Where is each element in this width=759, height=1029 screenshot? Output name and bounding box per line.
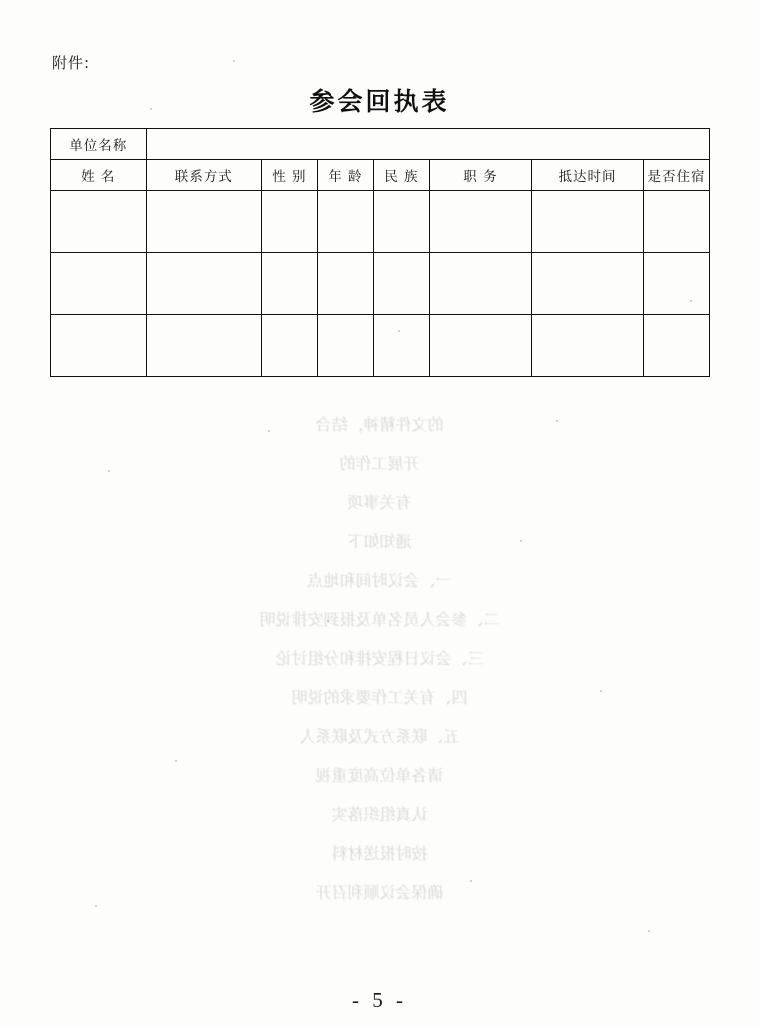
cell-age[interactable] (317, 315, 373, 377)
bleed-through-line: 认真组织落实 (331, 805, 428, 824)
cell-ethnicity[interactable] (373, 191, 429, 253)
scan-speck (233, 60, 235, 62)
scan-speck (690, 300, 692, 302)
cell-position[interactable] (429, 191, 531, 253)
bleed-through-line: 按时报送材料 (331, 844, 428, 863)
scan-speck (398, 330, 400, 332)
cell-gender[interactable] (261, 315, 317, 377)
scan-speck (108, 470, 110, 472)
column-header-name: 姓 名 (51, 160, 147, 191)
cell-contact[interactable] (146, 253, 261, 315)
scan-speck (470, 880, 472, 882)
cell-name[interactable] (51, 253, 147, 315)
cell-position[interactable] (429, 253, 531, 315)
column-header-gender: 性 别 (261, 160, 317, 191)
bleed-through-line: 有关事项 (347, 493, 412, 512)
cell-contact[interactable] (146, 315, 261, 377)
unit-name-label: 单位名称 (51, 129, 147, 160)
bleed-through-line: 的文件精神，结合 (315, 415, 444, 434)
scan-speck (327, 620, 329, 622)
bleed-through-line: 开展工作的 (339, 454, 420, 473)
column-header-age: 年 龄 (317, 160, 373, 191)
scan-speck (175, 760, 177, 762)
attachment-label: 附件: (52, 54, 91, 72)
column-header-arrival-time: 抵达时间 (532, 160, 644, 191)
column-header-position: 职 务 (429, 160, 531, 191)
cell-name[interactable] (51, 315, 147, 377)
bleed-through-line: 三、会议日程安排和分组讨论 (275, 649, 484, 668)
receipt-table-container (50, 128, 710, 377)
unit-name-row (51, 129, 710, 160)
bleed-through-line: 五、联系方式及联系人 (299, 727, 460, 746)
cell-age[interactable] (317, 191, 373, 253)
scan-speck (600, 690, 602, 692)
cell-ethnicity[interactable] (373, 315, 429, 377)
unit-name-field[interactable] (146, 129, 709, 160)
bleed-through-text (0, 405, 759, 912)
table-row (51, 191, 710, 253)
bleed-through-line: 请各单位高度重视 (315, 766, 444, 785)
cell-position[interactable] (429, 315, 531, 377)
cell-contact[interactable] (146, 191, 261, 253)
column-header-contact: 联系方式 (146, 160, 261, 191)
receipt-table (50, 128, 710, 377)
page-title: 参会回执表 (309, 87, 450, 116)
page-number: - 5 - (352, 988, 407, 1012)
cell-age[interactable] (317, 253, 373, 315)
cell-gender[interactable] (261, 253, 317, 315)
bleed-through-line: 二、参会人员名单及报到安排说明 (259, 610, 500, 629)
table-row (51, 253, 710, 315)
column-header-ethnicity: 民 族 (373, 160, 429, 191)
table-row (51, 315, 710, 377)
cell-gender[interactable] (261, 191, 317, 253)
scan-speck (520, 540, 522, 542)
bleed-through-line: 四、有关工作要求的说明 (291, 688, 468, 707)
cell-accommodation[interactable] (644, 315, 710, 377)
scan-speck (648, 930, 650, 932)
scan-speck (268, 430, 270, 432)
cell-arrival-time[interactable] (532, 315, 644, 377)
bleed-through-line: 一、会议时间和地点 (307, 571, 452, 590)
scan-speck (556, 420, 558, 422)
scan-speck (95, 905, 97, 907)
column-header-accommodation: 是否住宿 (644, 160, 710, 191)
cell-arrival-time[interactable] (532, 191, 644, 253)
bleed-through-line: 确保会议顺利召开 (315, 883, 444, 902)
cell-arrival-time[interactable] (532, 253, 644, 315)
bleed-through-line: 通知如下 (347, 532, 412, 551)
cell-accommodation[interactable] (644, 253, 710, 315)
scan-speck (150, 108, 152, 110)
table-header-row (51, 160, 710, 191)
cell-name[interactable] (51, 191, 147, 253)
cell-ethnicity[interactable] (373, 253, 429, 315)
cell-accommodation[interactable] (644, 191, 710, 253)
